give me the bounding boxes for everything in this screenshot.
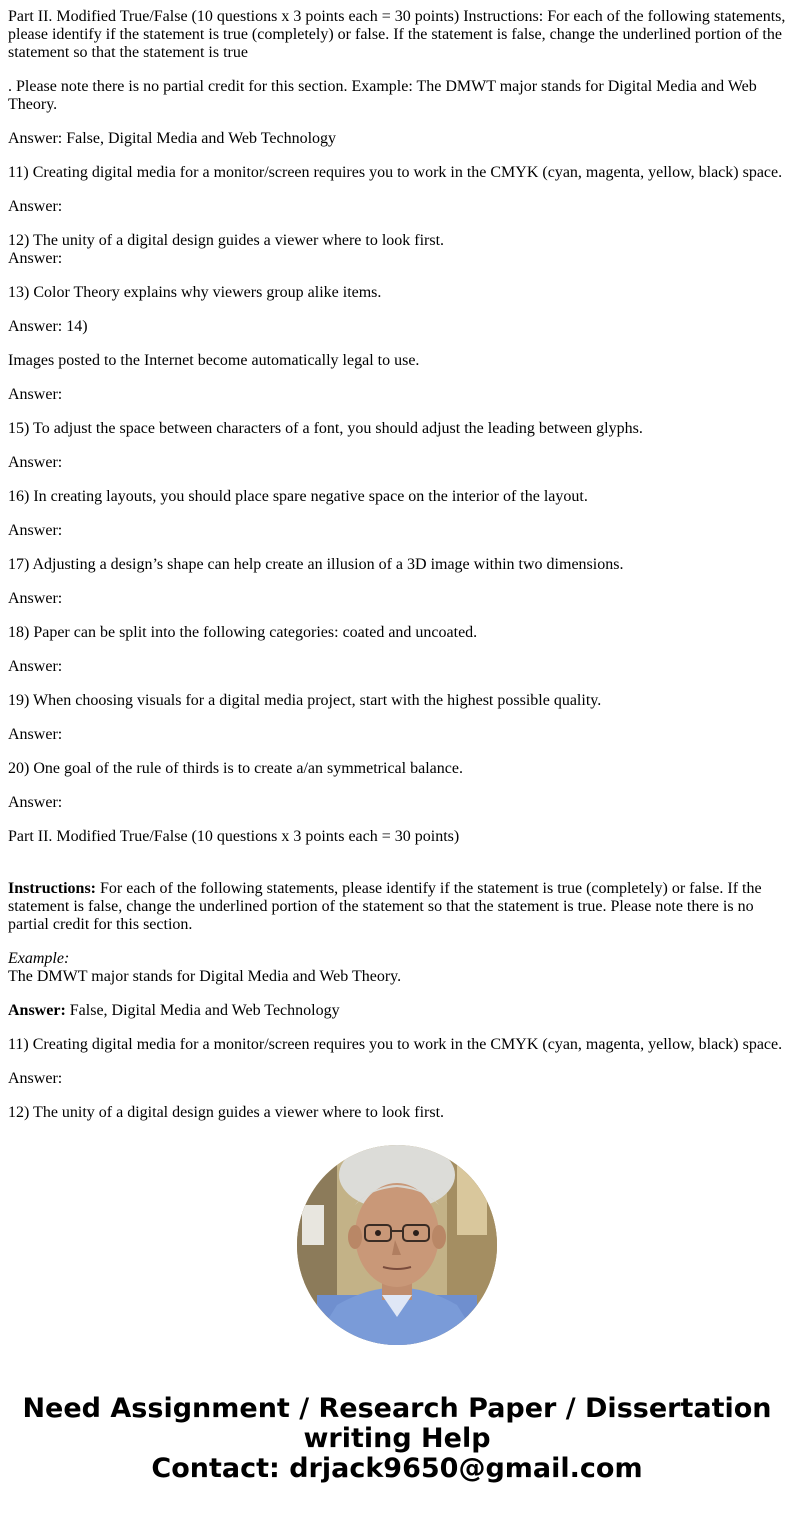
promo-line-1: Need Assignment / Research Paper / Dissertation writing Help (22, 1393, 772, 1454)
example-answer-bold (8, 1002, 786, 1020)
answer-15: Answer: (8, 454, 63, 471)
example-label: Example: (8, 950, 70, 967)
question-18: 18) Paper can be split into the following categories: coated and uncoated. (8, 624, 478, 641)
instructions-label: Instructions: (8, 880, 97, 897)
portrait-image (297, 1145, 497, 1345)
intro-paragraph: Part II. Modified True/False (10 questions x 3 points each = 30 points) Instructions: For each of the following statements, please identify if the statement is true (completely) or false. If the statement is false, change the underlined portion of the statement so that the statement is true (8, 8, 786, 61)
answer-11-repeat: Answer: (8, 1070, 63, 1087)
answer-11: Answer: (8, 198, 63, 215)
answer-17: Answer: (8, 590, 63, 607)
instructions-text: For each of the following statements, please identify if the statement is true (completely) or false. If the statement is false, change the underlined portion of the statement so that the statement is true. Please note there is no partial credit for this section. (8, 880, 762, 933)
question-12-repeat: 12) The unity of a digital design guides a viewer where to look first. (8, 1104, 445, 1121)
promo-footer (8, 1394, 786, 1484)
question-17: 17) Adjusting a design’s shape can help create an illusion of a 3D image within two dimensions. (8, 556, 624, 573)
answer-label: Answer: (8, 1002, 66, 1019)
promo-contact: Contact: drjack9650@gmail.com (151, 1453, 643, 1484)
example-text: The DMWT major stands for Digital Media and Web Theory. (8, 968, 402, 985)
question-20: 20) One goal of the rule of thirds is to create a/an symmetrical balance. (8, 760, 463, 777)
example-block (8, 950, 786, 986)
section-heading: Part II. Modified True/False (10 questions x 3 points each = 30 points) (8, 828, 460, 845)
answer-18: Answer: (8, 658, 63, 675)
answer-14: Answer: (8, 386, 63, 403)
answer-19: Answer: (8, 726, 63, 743)
avatar-container (8, 1145, 786, 1345)
answer-12: Answer: (8, 250, 63, 267)
answer-20: Answer: (8, 794, 63, 811)
question-15: 15) To adjust the space between characters of a font, you should adjust the leading between glyphs. (8, 420, 643, 437)
question-19: 19) When choosing visuals for a digital media project, start with the highest possible quality. (8, 692, 602, 709)
answer-text: False, Digital Media and Web Technology (65, 1002, 340, 1019)
question-13: 13) Color Theory explains why viewers group alike items. (8, 284, 382, 301)
question-14: Images posted to the Internet become automatically legal to use. (8, 352, 420, 369)
question-11: 11) Creating digital media for a monitor/screen requires you to work in the CMYK (cyan, magenta, yellow, black) space. (8, 164, 783, 181)
question-11-repeat: 11) Creating digital media for a monitor/screen requires you to work in the CMYK (cyan, magenta, yellow, black) space. (8, 1036, 783, 1053)
answer-13: Answer: 14) (8, 318, 88, 335)
example-answer: Answer: False, Digital Media and Web Technology (8, 130, 337, 147)
avatar (297, 1145, 497, 1345)
intro-continuation: . Please note there is no partial credit for this section. Example: The DMWT major stands for Digital Media and Web Theory. (8, 78, 757, 113)
answer-16: Answer: (8, 522, 63, 539)
question-16: 16) In creating layouts, you should place spare negative space on the interior of the layout. (8, 488, 588, 505)
question-12: 12) The unity of a digital design guides a viewer where to look first. (8, 232, 445, 249)
instructions-paragraph (8, 880, 786, 934)
